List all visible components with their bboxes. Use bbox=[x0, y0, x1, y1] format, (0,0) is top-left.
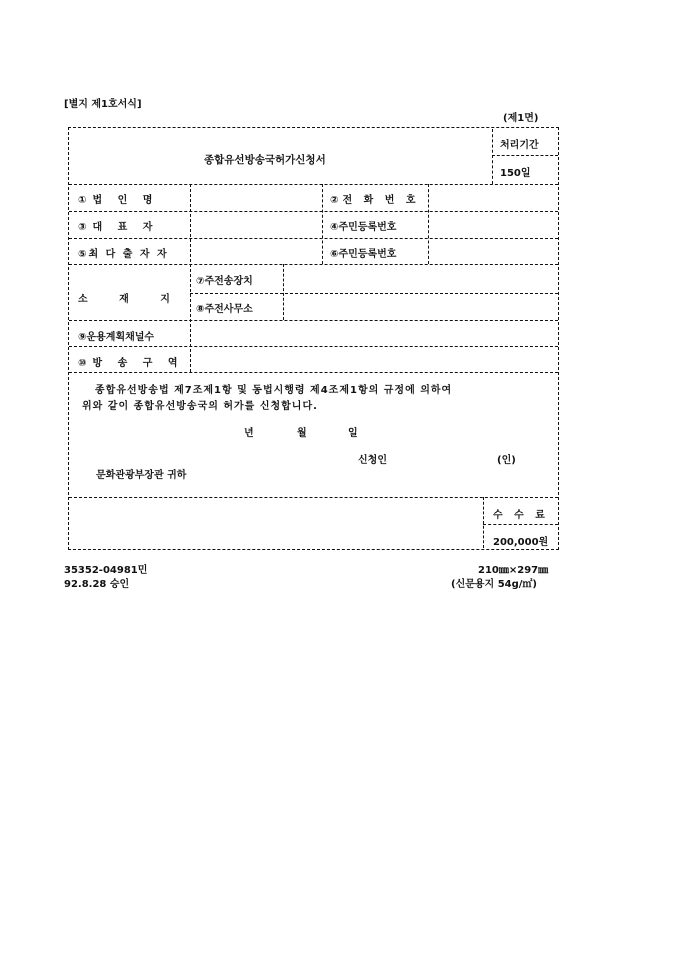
major-holder-label: ⑤최 다 출 자 자 bbox=[78, 249, 169, 260]
seal-mark: (인) bbox=[497, 455, 516, 466]
representative-label: ③대 표 자 bbox=[78, 222, 159, 233]
processing-period-value: 150일 bbox=[500, 168, 531, 179]
approval-date: 92.8.28 승인 bbox=[64, 579, 130, 590]
area-label: ⑩방 송 구 역 bbox=[78, 358, 184, 369]
location-label: 소 재 지 bbox=[78, 294, 184, 305]
form-number: [별지 제1호서식] bbox=[64, 99, 142, 110]
page-number: (제1면) bbox=[503, 113, 539, 124]
corp-name-label: ①법 인 명 bbox=[78, 195, 159, 206]
paper-size: 210㎜×297㎜ bbox=[478, 565, 549, 576]
main-office-field[interactable] bbox=[288, 294, 556, 319]
rep-id-label: ④주민등록번호 bbox=[330, 222, 397, 233]
processing-period-label: 처리기간 bbox=[500, 140, 539, 151]
form-title: 종합유선방송국허가신청서 bbox=[204, 154, 326, 166]
form-code: 35352-04981민 bbox=[64, 565, 148, 576]
applicant-label: 신청인 bbox=[358, 455, 387, 466]
representative-field[interactable] bbox=[196, 212, 318, 237]
major-holder-field[interactable] bbox=[196, 239, 318, 264]
paper-type: (신문용지 54g/㎡) bbox=[451, 579, 537, 590]
phone-label: ②전 화 번 호 bbox=[330, 195, 420, 206]
main-station-field[interactable] bbox=[288, 266, 556, 291]
area-field[interactable] bbox=[196, 347, 556, 371]
date-month: 월 bbox=[297, 428, 307, 439]
date-year: 년 bbox=[244, 428, 254, 439]
channels-field[interactable] bbox=[196, 321, 556, 345]
phone-field[interactable] bbox=[432, 185, 556, 210]
fee-amount: 200,000원 bbox=[493, 537, 549, 548]
channels-label: ⑨운용계획채널수 bbox=[78, 332, 155, 343]
rep-id-field[interactable] bbox=[432, 212, 556, 237]
date-day: 일 bbox=[348, 428, 358, 439]
main-office-label: ⑧주전사무소 bbox=[196, 304, 253, 315]
corp-name-field[interactable] bbox=[196, 185, 318, 210]
fee-label: 수 수 료 bbox=[493, 510, 549, 521]
holder-id-field[interactable] bbox=[432, 239, 556, 264]
statement-line-1: 종합유선방송법 제7조제1항 및 동법시행령 제4조제1항의 규정에 의하여 bbox=[95, 385, 453, 396]
statement-line-2: 위와 같이 종합유선방송국의 허가를 신청합니다. bbox=[82, 401, 318, 412]
addressee: 문화관광부장관 귀하 bbox=[96, 470, 187, 481]
holder-id-label: ⑥주민등록번호 bbox=[330, 249, 397, 260]
main-station-label: ⑦주전송장치 bbox=[196, 276, 253, 287]
